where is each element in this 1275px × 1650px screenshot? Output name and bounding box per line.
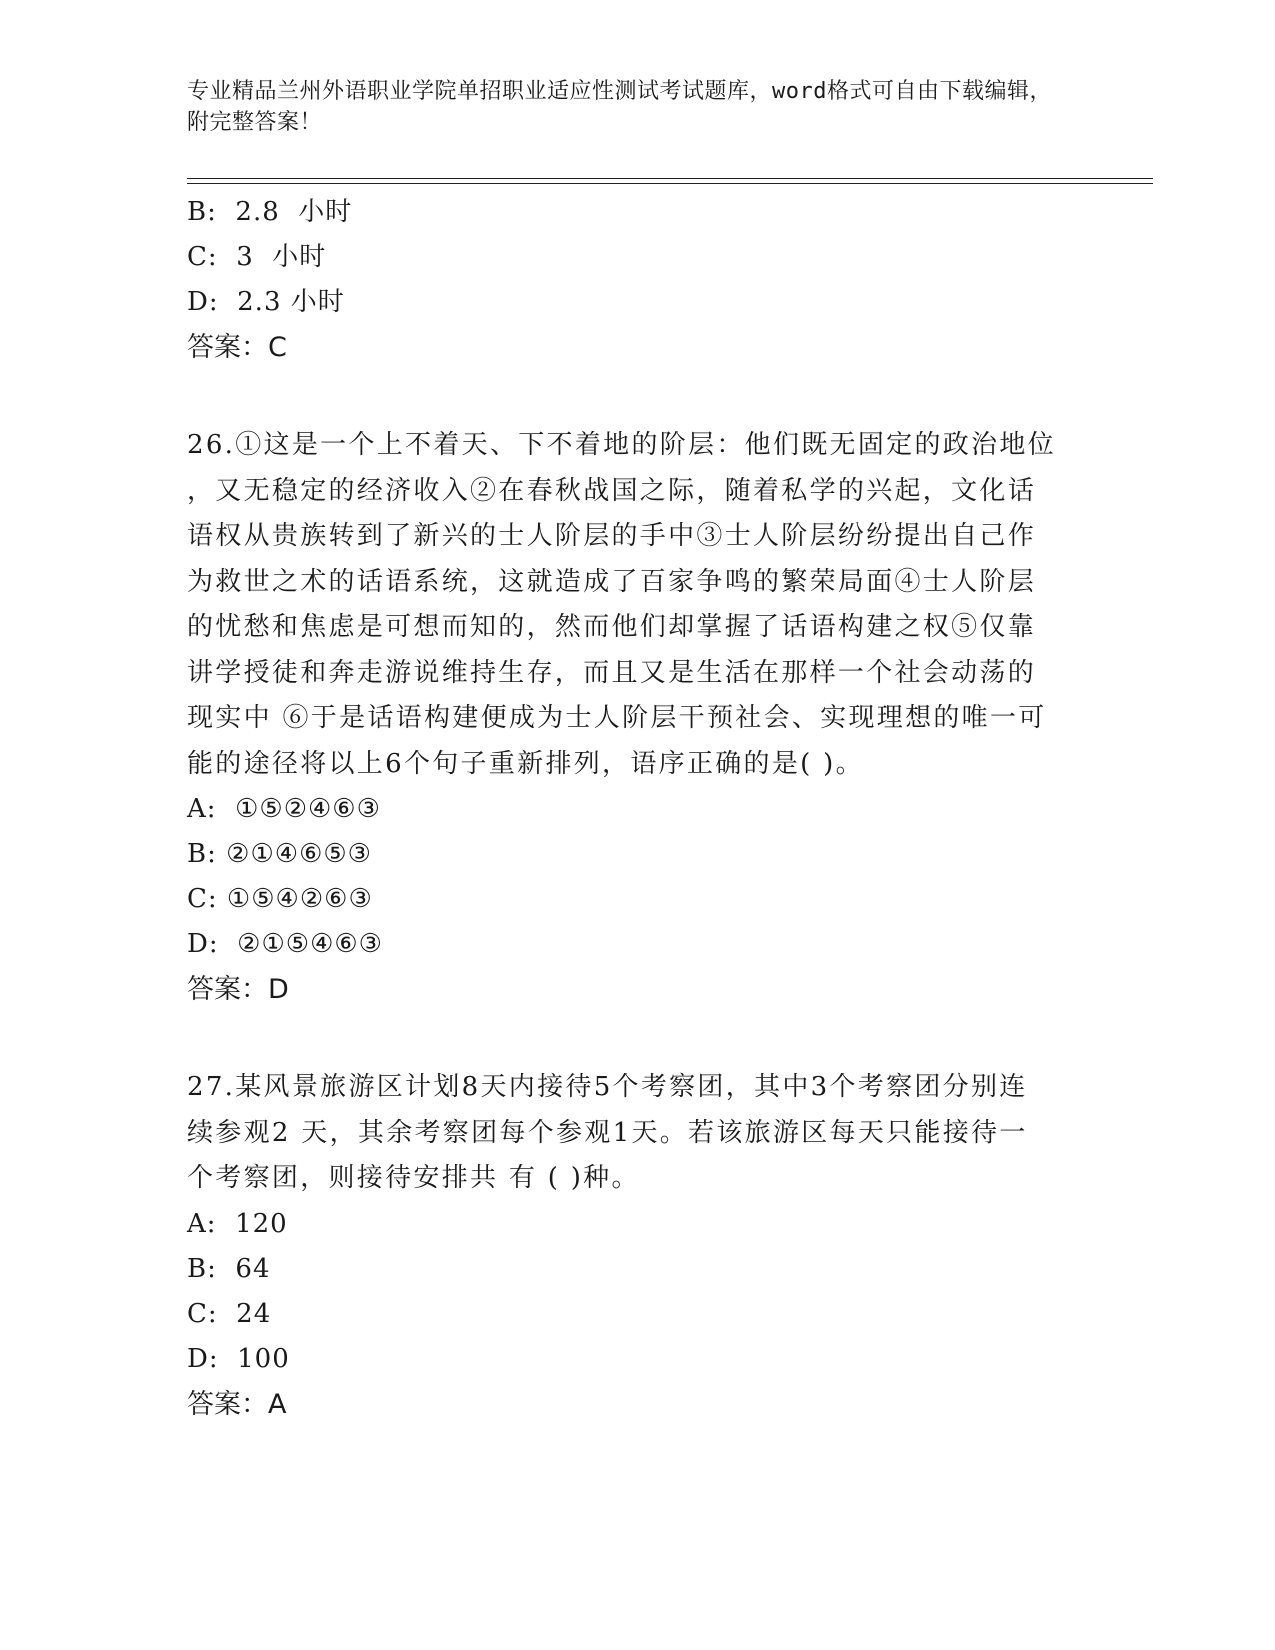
- stem-line: 讲学授徒和奔走游说维持生存，而且又是生活在那样一个社会动荡的: [187, 657, 1037, 688]
- answer-line: 答案：A: [187, 1388, 287, 1420]
- option-text: 24: [226, 1298, 272, 1329]
- option-text: 3 小时: [236, 242, 327, 272]
- option-text: ①⑤②④⑥③: [225, 794, 381, 824]
- stem-line: 的忧愁和焦虑是可想而知的，然而他们却掌握了话语构建之权⑤仅靠: [187, 612, 1037, 642]
- stem-line: 能的途径将以上6个句子重新排列，语序正确的是( )。: [187, 748, 864, 779]
- stem-line: 续参观2 天，其余考察团每个参观1天。若该旅游区每天只能接待一: [187, 1117, 1028, 1148]
- option-text: ①⑤④②⑥③: [226, 884, 373, 914]
- option-c: [187, 235, 1087, 280]
- question-stem: [187, 423, 1067, 787]
- option-letter: D:: [187, 929, 219, 959]
- document-body: [187, 190, 1087, 1427]
- option-letter: C:: [187, 884, 218, 914]
- option-c: [187, 1292, 1087, 1337]
- stem-line: 26.①这是一个上不着天、下不着地的阶层：他们既无固定的政治地位: [187, 430, 1056, 460]
- option-text: ②①⑤④⑥③: [227, 929, 383, 959]
- option-letter: B:: [187, 1253, 217, 1284]
- option-letter: D:: [187, 1343, 219, 1374]
- question-26: [187, 423, 1087, 1012]
- option-b: [187, 1247, 1087, 1292]
- stem-line: 现实中 ⑥于是话语构建便成为士人阶层干预社会、实现理想的唯一可: [187, 703, 1047, 733]
- option-letter: B:: [187, 839, 217, 869]
- option-letter: A:: [187, 794, 217, 824]
- header-text: 专业精品兰州外语职业学院单招职业适应性测试考试题库，word格式可自由下载编辑，附完整答案！: [187, 79, 1052, 135]
- option-b: [187, 190, 1087, 235]
- option-text: 2.8 小时: [235, 197, 353, 227]
- option-text: 64: [226, 1253, 271, 1284]
- option-d: [187, 922, 1087, 967]
- option-c: [187, 877, 1087, 922]
- option-letter: B:: [187, 197, 217, 227]
- option-d: [187, 280, 1087, 325]
- option-text: 120: [225, 1208, 288, 1239]
- option-letter: C:: [187, 1298, 218, 1329]
- option-text: 2.3 小时: [237, 287, 345, 317]
- answer-line: 答案：C: [187, 332, 287, 363]
- option-letter: D:: [187, 287, 219, 317]
- option-letter: C:: [187, 242, 218, 272]
- option-text: 100: [227, 1343, 290, 1374]
- option-text: ②①④⑥⑤③: [226, 839, 372, 869]
- option-letter: A:: [187, 1208, 217, 1239]
- option-a: [187, 787, 1087, 832]
- option-b: [187, 832, 1087, 877]
- page-header: [187, 76, 1067, 138]
- stem-line: 语权从贵族转到了新兴的士人阶层的手中③士人阶层纷纷提出自己作: [187, 521, 1037, 551]
- answer-line: 答案：D: [187, 974, 289, 1005]
- question-27: [187, 1065, 1087, 1427]
- stem-line: ，又无稳定的经济收入②在春秋战国之际，随着私学的兴起，文化话: [187, 475, 1037, 506]
- header-divider-thin: [187, 183, 1153, 184]
- stem-line: 个考察团，则接待安排共 有 ( )种。: [187, 1163, 640, 1193]
- option-a: [187, 1202, 1087, 1247]
- option-d: [187, 1337, 1087, 1382]
- question-stem: [187, 1065, 1067, 1202]
- question-25-tail: [187, 190, 1087, 370]
- stem-line: 27.某风景旅游区计划8天内接待5个考察团，其中3个考察团分别连: [187, 1072, 1028, 1102]
- header-divider-thick: [187, 178, 1153, 179]
- stem-line: 为救世之术的话语系统，这就造成了百家争鸣的繁荣局面④士人阶层: [187, 566, 1037, 597]
